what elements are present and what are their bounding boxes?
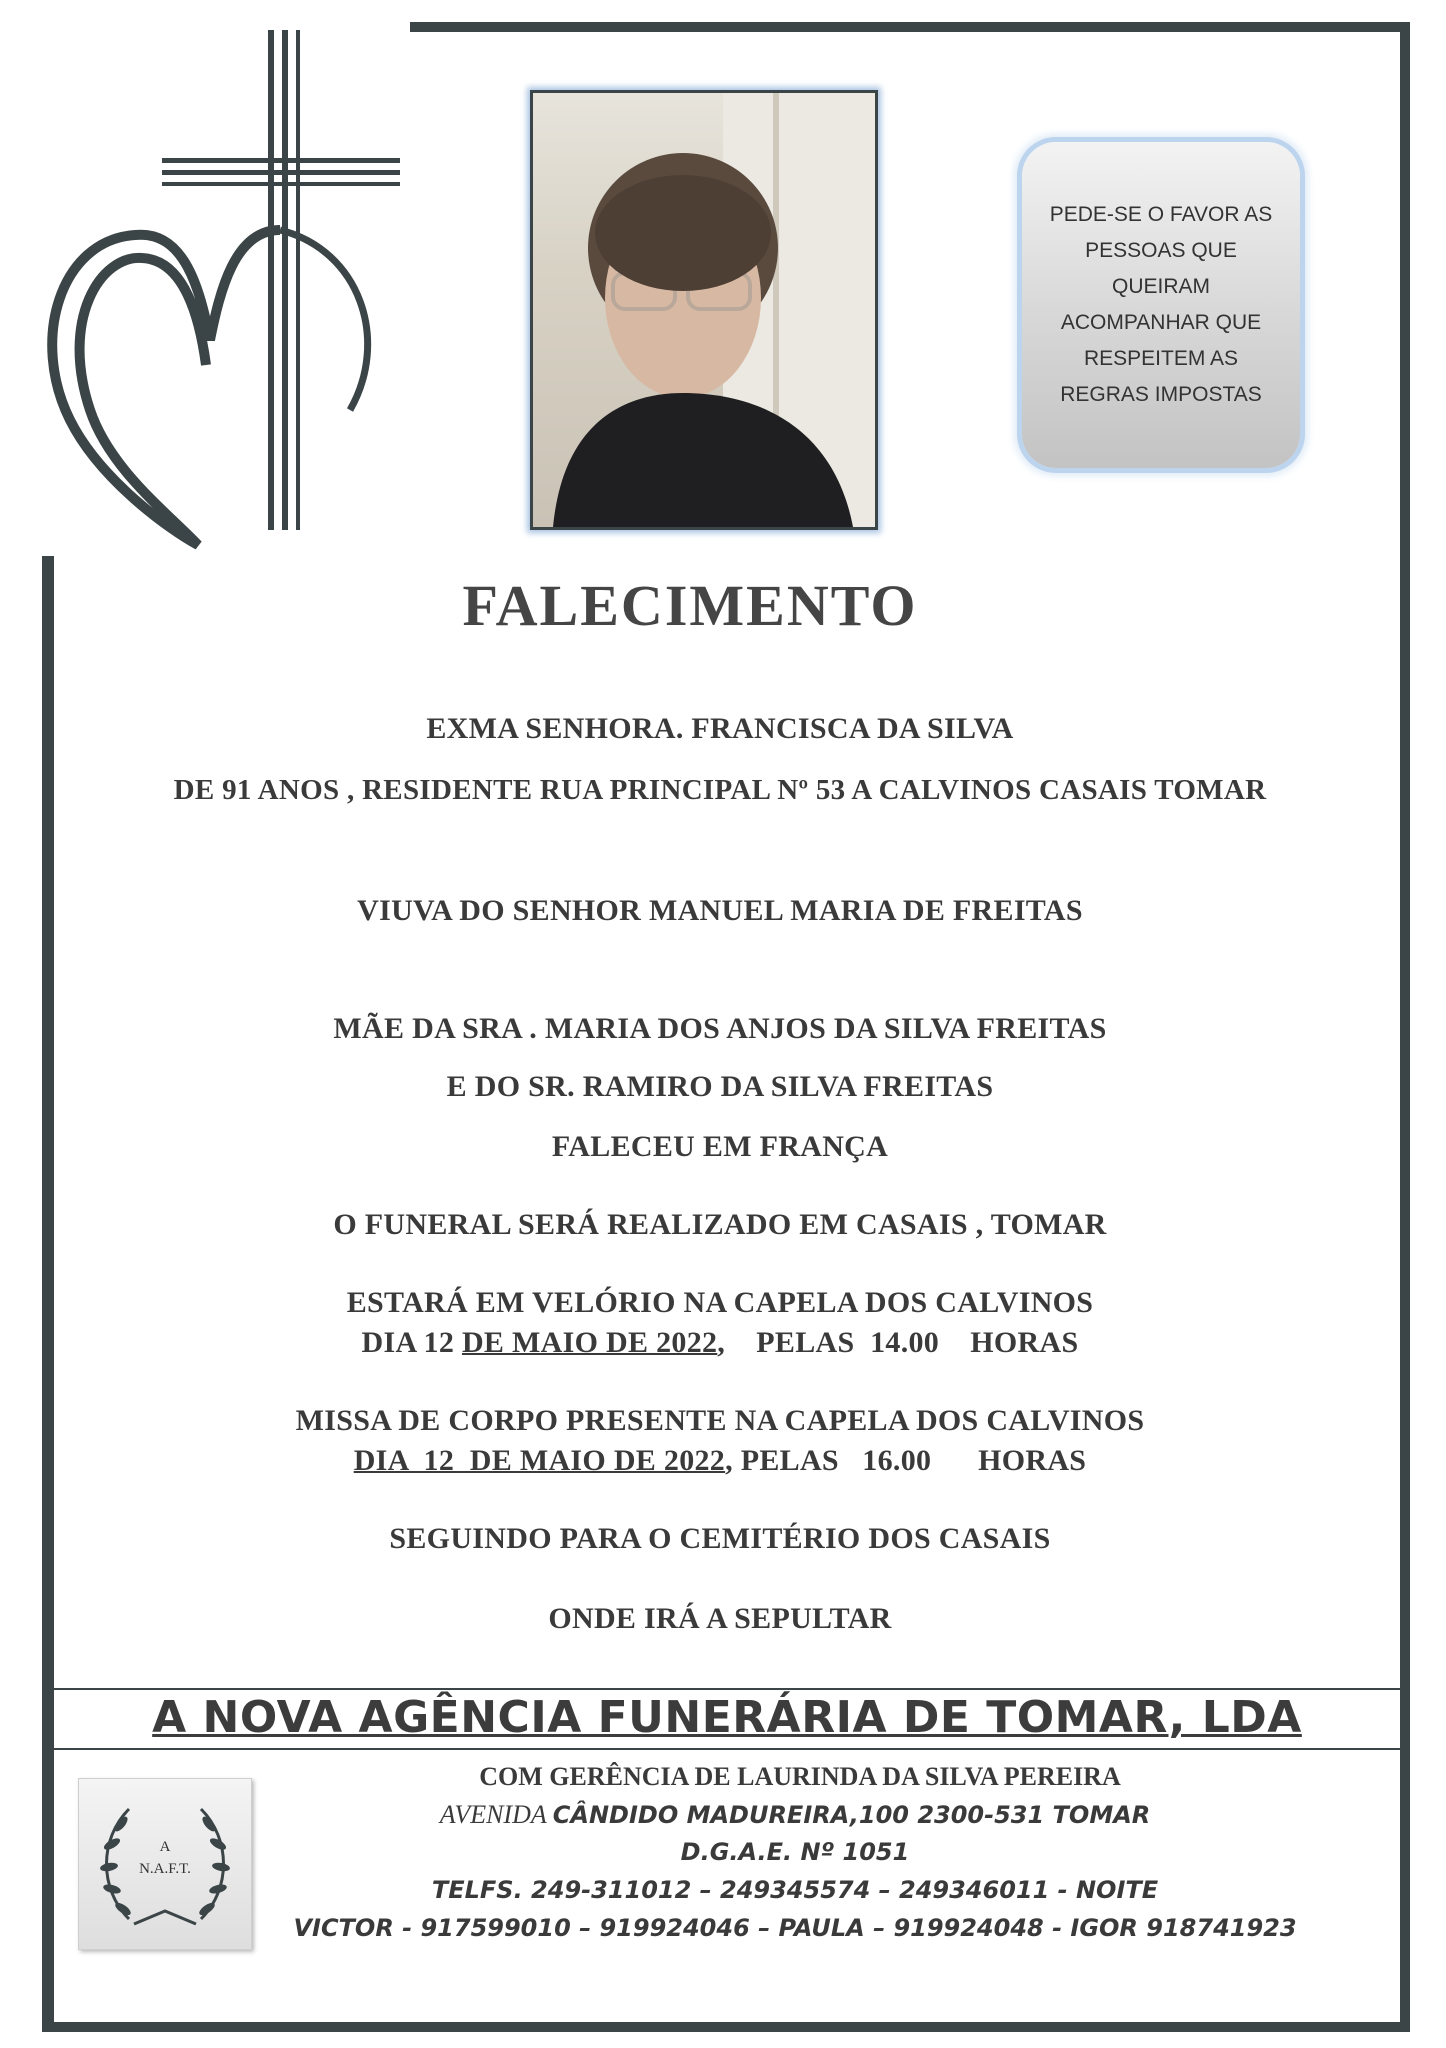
address-line	[220, 1800, 1370, 1830]
wake-line-1: ESTARÁ EM VELÓRIO NA CAPELA DOS CALVINOS	[346, 1286, 1094, 1319]
address-prefix: AVENIDA	[439, 1800, 553, 1829]
mother-line-2: E DO SR. RAMIRO DA SILVA FREITAS	[446, 1070, 994, 1103]
notice-text	[1036, 197, 1286, 413]
wake-day: DIA 12	[361, 1326, 462, 1359]
footer-divider	[54, 1748, 1400, 1750]
portrait-photo	[530, 90, 878, 530]
address-text: CÂNDIDO MADUREIRA,100 2300-531 TOMAR	[552, 1801, 1151, 1829]
following-line: SEGUINDO PARA O CEMITÉRIO DOS CASAIS	[389, 1522, 1051, 1555]
wake-line-2	[60, 1326, 1380, 1360]
notice-line: PESSOAS QUE	[1085, 239, 1237, 262]
border-left	[42, 556, 54, 2032]
phones-line: TELFS. 249-311012 – 249345574 – 249346011 - NOITE	[431, 1876, 1159, 1904]
burial-line: ONDE IRÁ A SEPULTAR	[548, 1602, 892, 1635]
widow-line: VIUVA DO SENHOR MANUEL MARIA DE FREITAS	[357, 894, 1083, 927]
age-residence-line: DE 91 ANOS , RESIDENTE RUA PRINCIPAL Nº 53 A CALVINOS CASAIS TOMAR	[173, 774, 1267, 806]
deceased-name-line: EXMA SENHORA. FRANCISCA DA SILVA	[426, 712, 1014, 745]
management-line: COM GERÊNCIA DE LAURINDA DA SILVA PEREIRA	[479, 1762, 1121, 1791]
cross-heart-icon	[30, 20, 400, 560]
notice-line: REGRAS IMPOSTAS	[1060, 383, 1262, 406]
died-in-line: FALECEU EM FRANÇA	[551, 1130, 889, 1163]
dgae-line: D.G.A.E. Nº 1051	[680, 1838, 910, 1866]
mass-time: , PELAS 16.00 HORAS	[725, 1444, 1087, 1477]
naft-seal	[78, 1778, 252, 1950]
notice-line: QUEIRAM	[1111, 275, 1210, 298]
portrait-illustration-icon	[533, 93, 875, 527]
mass-line-2	[60, 1444, 1380, 1478]
footer-top-divider	[54, 1688, 1400, 1690]
funeral-line: O FUNERAL SERÁ REALIZADO EM CASAIS , TOMAR	[333, 1208, 1107, 1241]
border-bottom	[42, 2022, 1410, 2032]
page-title: FALECIMENTO	[462, 573, 918, 638]
notice-line: ACOMPANHAR QUE	[1060, 311, 1262, 334]
seal-text: N.A.F.T.	[139, 1861, 191, 1877]
mass-date: DIA 12 DE MAIO DE 2022	[353, 1444, 726, 1477]
border-right	[1400, 22, 1410, 2032]
notice-line: RESPEITEM AS	[1083, 347, 1239, 370]
wake-date: DE MAIO DE 2022	[461, 1326, 718, 1359]
mass-line-1: MISSA DE CORPO PRESENTE NA CAPELA DOS CALVINOS	[295, 1404, 1145, 1437]
laurel-wreath-icon	[79, 1779, 251, 1949]
mother-line-1: MÃE DA SRA . MARIA DOS ANJOS DA SILVA FREITAS	[333, 1012, 1107, 1045]
night-contacts-line: VICTOR - 917599010 – 919924046 – PAULA – 919924048 - IGOR 918741923	[293, 1914, 1297, 1942]
notice-line: PEDE-SE O FAVOR AS	[1049, 203, 1273, 226]
seal-letter: A	[159, 1839, 171, 1855]
wake-time: , PELAS 14.00 HORAS	[717, 1326, 1079, 1359]
agency-name: A NOVA AGÊNCIA FUNERÁRIA DE TOMAR, LDA	[152, 1692, 1302, 1743]
covid-notice-box	[1022, 142, 1300, 468]
border-top	[410, 22, 1410, 32]
